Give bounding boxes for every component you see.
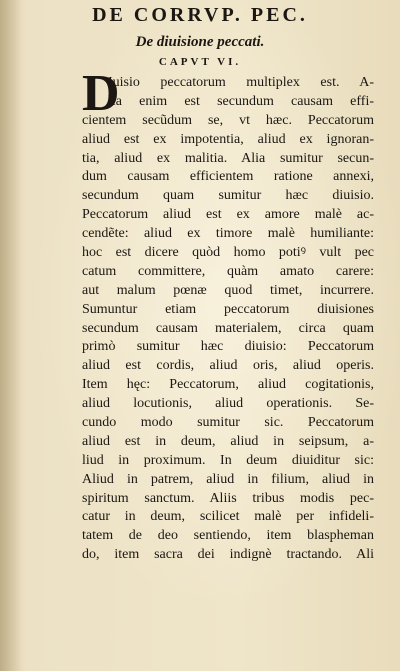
text-line: Peccatorum aliud est ex amore malè ac- [82,207,374,223]
text-line: dum causam efficientem ratione annexi, [82,169,374,185]
text-line: aliud est cordis, aliud oris, aliud operis. [82,358,374,374]
text-line: Aliud in patrem, aliud in filium, aliud in [82,471,374,487]
text-line: hoc est dicere quòd homo potiꝰ vult pec [82,245,374,261]
text-line: Sumuntur etiam peccatorum diuisiones [82,301,374,317]
text-line: tatem de deo sentiendo, item blaspheman [82,528,374,544]
text-line: aliud est in deum, aliud in seipsum, a- [82,433,374,449]
chapter-label: CAPVT VI. [158,56,242,68]
text-line: liud in proximum. In deum diuiditur sic: [82,452,374,468]
text-line: catur in deum, scilicet malè per infideli- [82,509,374,525]
running-head: DE CORRVP. PEC. [92,4,308,26]
text-line: secundum quam sumitur hæc diuisio. [82,188,374,204]
text-line: catum committere, quàm amato carere: [82,263,374,279]
text-line: cientem secũdum se, vt hæc. Peccatorum [82,112,374,128]
text-line: spiritum sanctum. Aliis tribus modis pec- [82,490,374,506]
text-line: aliud est ex impotentia, aliud ex ignoran- [82,131,374,147]
text-line: Item hęc: Peccatorum, aliud cogitationis, [82,377,374,393]
section-title: De diuisione peccati. [135,34,265,50]
text-line: tia, aliud ex malitia. Alia sumitur secun- [82,150,374,166]
text-line: Iuisio peccatorum multiplex est. A- [108,75,374,90]
text-line: cundo modo sumitur sic. Peccatorum [82,415,374,431]
text-line: cendẽte: aliud ex timore malè humiliante: [82,226,374,242]
drop-cap: D [82,65,120,122]
body-text [82,74,374,565]
text-line: lia enim est secundum causam effi- [108,93,374,109]
gutter-shadow [0,0,22,671]
text-line: aliud locutionis, aliud operationis. Se- [82,396,374,412]
text-line: secundum causam materialem, circa quam [82,320,374,336]
text-line: primò sumitur hæc diuisio: Peccatorum [82,339,374,355]
text-line: aut malum pœnæ quod timet, incurrere. [82,282,374,298]
text-line: do, item sacra dei indignè tractando. Ali [82,547,374,563]
